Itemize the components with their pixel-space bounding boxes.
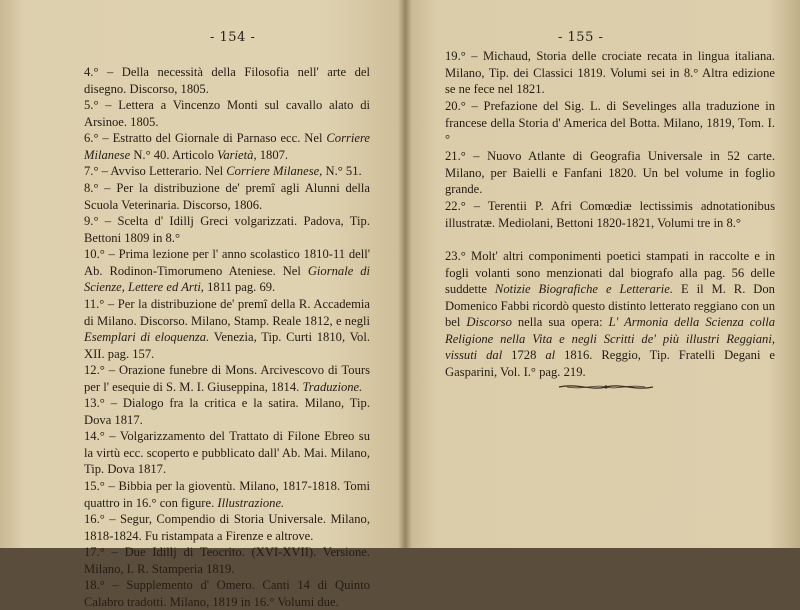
entry-7: 7.° – Avviso Letterario. Nel Corriere Milanese, N.° 51. bbox=[84, 164, 362, 178]
entry-9: 9.° – Scelta d' Idillj Greci volgarizzati. Padova, Tip. Bettoni 1809 in 8.° bbox=[84, 214, 370, 245]
entry-11: 11.° – Per la distribuzione de' premî della R. Accademia di Milano. Discorso. Milano, Stamp. Reale 1812, e negli Esemplari di eloquenza. Venezia, Tip. Curti 1810, Vol. XII. pag. 157. bbox=[84, 297, 370, 361]
entry-5: 5.° – Lettera a Vincenzo Monti sul cavallo alato di Arsinoe. 1805. bbox=[84, 98, 370, 129]
entry-8: 8.° – Per la distribuzione de' premî agli Alunni della Scuola Veterinaria. Discorso, 1806. bbox=[84, 181, 370, 212]
entry-20: 20.° – Prefazione del Sig. L. di Sevelinges alla traduzione in francese della Storia d' America del Botta. Milano, 1819, Tom. I.° bbox=[445, 99, 775, 147]
entry-19: 19.° – Michaud, Storia delle crociate recata in lingua italiana. Milano, Tip. dei Classici 1819. Volumi sei in 8.° Altra edizione se ne fece nel 1821. bbox=[445, 49, 775, 97]
page-number-left: - 154 - bbox=[210, 30, 256, 45]
entry-6: 6.° – Estratto del Giornale di Parnaso ecc. Nel Corriere Milanese N.° 40. Articolo Varietà, 1807. bbox=[84, 131, 370, 162]
entry-12: 12.° – Orazione funebre di Mons. Arcivescovo di Tours per l' esequie di S. M. I. Giuseppina, 1814. Traduzione. bbox=[84, 363, 370, 394]
entry-23: 23.° Molt' altri componimenti poetici stampati in raccolte e in fogli volanti sono menzionati dal biografo alla pag. 56 delle suddette Notizie Biografiche e Letterarie. E il M. R. Don Domenico Fabbi ricordò questo distinto letterato reggiano con un bel Discorso nella sua opera: L' Armonia della Scienza colla Religione nella Vita e negli Scritti de' più illustri Reggiani, vissuti dal 1728 al 1816. Reggio, Tip. Fratelli Degani e Gasparini, Vol. I.° pag. 219. bbox=[445, 249, 775, 379]
entry-14: 14.° – Volgarizzamento del Trattato di Filone Ebreo su la virtù ecc. scoperto e pubblicato dall' Ab. Mai. Milano, Tip. Dova 1817. bbox=[84, 429, 370, 477]
entry-4: 4.° – Della necessità della Filosofia nell' arte del disegno. Discorso, 1805. bbox=[84, 65, 370, 96]
entry-10: 10.° – Prima lezione per l' anno scolastico 1810-11 dell' Ab. Rodinon-Timorumeno Ateniese. Nel Giornale di Scienze, Lettere ed Arti, 1811 pag. 69. bbox=[84, 247, 371, 295]
right-page bbox=[405, 0, 800, 548]
entry-21: 21.° – Nuovo Atlante di Geografia Universale in 52 carte. Milano, per Baielli e Fanfani 1820. Un bel volume in foglio grande. bbox=[445, 149, 775, 197]
entry-22: 22.° – Terentii P. Afri Comœdiæ lectissimis adnotationibus illustratæ. Mediolani, Bettoni 1820-1821, Volumi tre in 8.° bbox=[445, 199, 775, 230]
page-number-right: - 155 - bbox=[558, 30, 604, 45]
entry-18: 18.° – Supplemento d' Omero. Canti 14 di Quinto Calabro tradotti. Milano, 1819 in 16.° Volumi due. bbox=[84, 578, 370, 609]
entry-15: 15.° – Bibbia per la gioventù. Milano, 1817-1818. Tomi quattro in 16.° con figure. Illustrazione. bbox=[84, 479, 370, 510]
entry-17: 17.° – Due Idillj di Teocrito. (XVI-XVII). Versione. Milano, I. R. Stamperia 1819. bbox=[84, 545, 370, 576]
book-gutter bbox=[398, 0, 412, 548]
entry-13: 13.° – Dialogo fra la critica e la satira. Milano, Tip. Dova 1817. bbox=[84, 396, 370, 427]
decorative-flourish-icon bbox=[557, 382, 655, 392]
entry-16: 16.° – Segur, Compendio di Storia Universale. Milano, 1818-1824. Fu ristampata a Firenze e altrove. bbox=[84, 512, 370, 543]
